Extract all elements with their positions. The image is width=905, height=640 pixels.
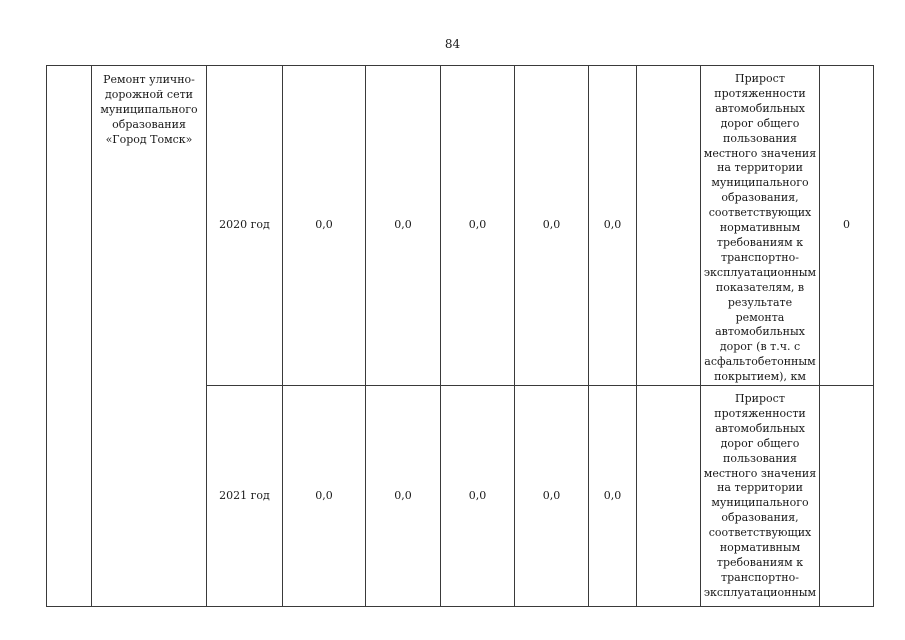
program-table	[46, 65, 874, 607]
value-cell: 0,0	[589, 386, 637, 607]
page-number: 84	[444, 37, 461, 51]
year-cell: 2020 год	[207, 66, 283, 386]
value-cell: 0,0	[283, 386, 366, 607]
indicator-value-cell: 0	[820, 66, 874, 386]
measure-name-cell	[92, 66, 207, 607]
empty-cell	[637, 66, 701, 386]
value-cell: 0,0	[441, 66, 515, 386]
table-row	[47, 66, 874, 386]
indicator-cell	[701, 386, 820, 607]
value-cell: 0,0	[366, 66, 441, 386]
value-cell: 0,0	[515, 66, 589, 386]
measure-name: Ремонт улично-дорожной сети муниципального образования «Город Томск»	[100, 73, 198, 146]
row-number-cell	[47, 66, 92, 607]
value-cell: 0,0	[589, 66, 637, 386]
value-cell: 0,0	[283, 66, 366, 386]
value-cell: 0,0	[366, 386, 441, 607]
indicator-text: Прирост протяженности автомобильных дорог общего пользования местного значения на территории муниципального образования, соответствующих нормативным требованиям к транспортно-эксплуатационным	[703, 392, 817, 599]
value-cell: 0,0	[515, 386, 589, 607]
indicator-cell: Прирост протяженности автомобильных дорог общего пользования местного значения на территории муниципального образования, соответствующих нормативным требованиям к транспортно-эксплуатационным показателям, в результате ремонта автомобильных дорог (в т.ч. с асфальтобетонным покрытием), км	[701, 66, 820, 386]
value-cell: 0,0	[441, 386, 515, 607]
empty-cell	[637, 386, 701, 607]
year-cell: 2021 год	[207, 386, 283, 607]
indicator-value-cell	[820, 386, 874, 607]
